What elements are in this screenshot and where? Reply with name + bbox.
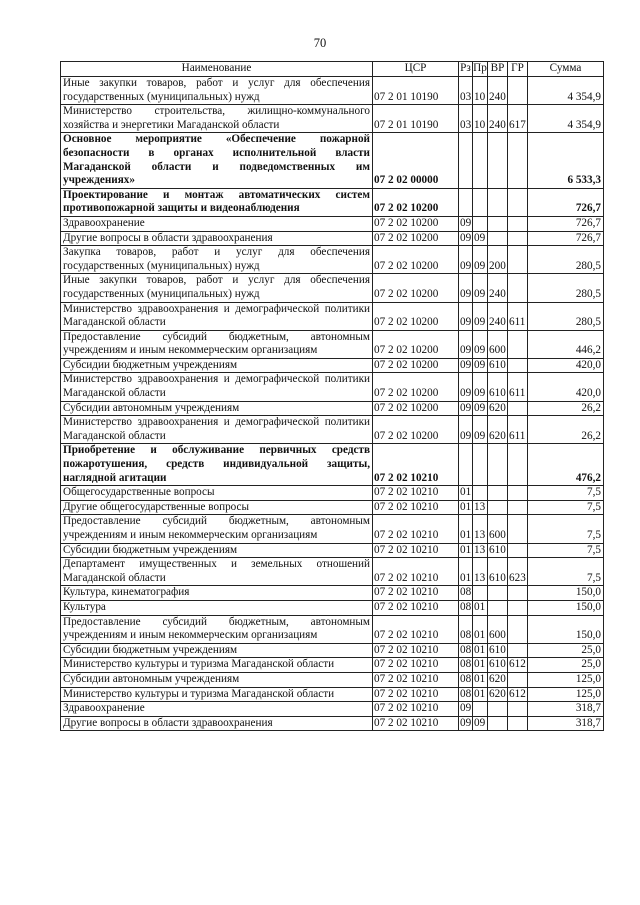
cell-name: Министерство строительства, жилищно-коммунального хозяйства и энергетики Магаданской области xyxy=(61,105,373,133)
cell-rz: 01 xyxy=(459,558,473,586)
cell-csr: 07 2 02 00000 xyxy=(373,133,459,188)
cell-sum: 125,0 xyxy=(528,672,604,687)
cell-vr: 620 xyxy=(488,687,508,702)
cell-csr: 07 2 02 10200 xyxy=(373,416,459,444)
cell-rz: 08 xyxy=(459,600,473,615)
cell-csr: 07 2 02 10200 xyxy=(373,216,459,231)
cell-csr: 07 2 02 10200 xyxy=(373,188,459,216)
cell-gr xyxy=(508,216,528,231)
cell-vr: 610 xyxy=(488,358,508,373)
table-row xyxy=(61,330,604,358)
cell-name: Культура, кинематография xyxy=(61,586,373,601)
table-row xyxy=(61,416,604,444)
cell-gr xyxy=(508,77,528,105)
cell-vr: 610 xyxy=(488,543,508,558)
cell-pr: 09 xyxy=(473,416,488,444)
table-row xyxy=(61,188,604,216)
cell-csr: 07 2 02 10200 xyxy=(373,274,459,302)
cell-sum: 726,7 xyxy=(528,231,604,246)
cell-csr: 07 2 02 10210 xyxy=(373,486,459,501)
cell-pr: 13 xyxy=(473,558,488,586)
cell-rz: 08 xyxy=(459,643,473,658)
cell-gr xyxy=(508,486,528,501)
cell-pr: 09 xyxy=(473,373,488,401)
table-row xyxy=(61,500,604,515)
cell-csr: 07 2 02 10210 xyxy=(373,687,459,702)
cell-vr: 620 xyxy=(488,401,508,416)
cell-sum: 420,0 xyxy=(528,373,604,401)
cell-csr: 07 2 02 10210 xyxy=(373,615,459,643)
table-row xyxy=(61,373,604,401)
table-row xyxy=(61,615,604,643)
cell-name: Закупка товаров, работ и услуг для обеспечения государственных (муниципальных) нужд xyxy=(61,246,373,274)
cell-csr: 07 2 02 10210 xyxy=(373,716,459,731)
cell-vr: 200 xyxy=(488,246,508,274)
cell-csr: 07 2 02 10200 xyxy=(373,358,459,373)
cell-rz: 08 xyxy=(459,687,473,702)
cell-csr: 07 2 02 10210 xyxy=(373,658,459,673)
cell-csr: 07 2 01 10190 xyxy=(373,77,459,105)
cell-pr: 01 xyxy=(473,600,488,615)
header-pr: Пр xyxy=(473,62,488,77)
table-row xyxy=(61,543,604,558)
cell-csr: 07 2 02 10210 xyxy=(373,586,459,601)
table-row xyxy=(61,600,604,615)
page-number: 70 xyxy=(313,36,327,50)
cell-name: Другие вопросы в области здравоохранения xyxy=(61,231,373,246)
cell-sum: 4 354,9 xyxy=(528,105,604,133)
cell-sum: 26,2 xyxy=(528,401,604,416)
table-row xyxy=(61,274,604,302)
cell-vr: 620 xyxy=(488,416,508,444)
cell-name: Предоставление субсидий бюджетным, автономным учреждениям и иным некоммерческим организациям xyxy=(61,515,373,543)
cell-csr: 07 2 02 10210 xyxy=(373,500,459,515)
cell-vr xyxy=(488,231,508,246)
cell-sum: 280,5 xyxy=(528,302,604,330)
cell-gr xyxy=(508,702,528,717)
cell-sum: 420,0 xyxy=(528,358,604,373)
table-row xyxy=(61,246,604,274)
cell-rz: 09 xyxy=(459,246,473,274)
cell-gr xyxy=(508,188,528,216)
cell-sum: 318,7 xyxy=(528,702,604,717)
cell-sum: 150,0 xyxy=(528,600,604,615)
cell-pr: 09 xyxy=(473,330,488,358)
cell-name: Министерство здравоохранения и демографической политики Магаданской области xyxy=(61,373,373,401)
cell-csr: 07 2 01 10190 xyxy=(373,105,459,133)
cell-sum: 150,0 xyxy=(528,615,604,643)
cell-pr: 09 xyxy=(473,246,488,274)
cell-vr xyxy=(488,486,508,501)
table-row xyxy=(61,358,604,373)
cell-pr: 10 xyxy=(473,105,488,133)
table-row xyxy=(61,515,604,543)
cell-name: Предоставление субсидий бюджетным, автономным учреждениям и иным некоммерческим организациям xyxy=(61,330,373,358)
cell-gr xyxy=(508,500,528,515)
cell-pr: 09 xyxy=(473,274,488,302)
cell-name: Здравоохранение xyxy=(61,216,373,231)
cell-sum: 26,2 xyxy=(528,416,604,444)
cell-gr xyxy=(508,643,528,658)
table-row xyxy=(61,643,604,658)
cell-sum: 7,5 xyxy=(528,558,604,586)
cell-name: Субсидии бюджетным учреждениям xyxy=(61,543,373,558)
cell-pr: 01 xyxy=(473,687,488,702)
header-name: Наименование xyxy=(61,62,373,77)
cell-pr: 09 xyxy=(473,358,488,373)
table-header-row xyxy=(61,62,604,77)
cell-pr: 09 xyxy=(473,302,488,330)
cell-rz: 09 xyxy=(459,274,473,302)
cell-rz: 08 xyxy=(459,658,473,673)
cell-name: Министерство здравоохранения и демографической политики Магаданской области xyxy=(61,302,373,330)
cell-name: Иные закупки товаров, работ и услуг для обеспечения государственных (муниципальных) нужд xyxy=(61,77,373,105)
header-rz: Рз xyxy=(459,62,473,77)
cell-gr xyxy=(508,133,528,188)
cell-rz xyxy=(459,133,473,188)
table-row xyxy=(61,716,604,731)
cell-csr: 07 2 02 10210 xyxy=(373,643,459,658)
cell-vr: 610 xyxy=(488,373,508,401)
cell-rz: 09 xyxy=(459,716,473,731)
cell-vr xyxy=(488,133,508,188)
cell-pr xyxy=(473,702,488,717)
cell-gr: 612 xyxy=(508,658,528,673)
cell-vr xyxy=(488,188,508,216)
cell-vr xyxy=(488,586,508,601)
cell-sum: 476,2 xyxy=(528,444,604,486)
table-row xyxy=(61,444,604,486)
cell-name: Основное мероприятие «Обеспечение пожарной безопасности в органах исполнительной власти Магаданской области и подведомственных им учреждениях» xyxy=(61,133,373,188)
cell-csr: 07 2 02 10210 xyxy=(373,672,459,687)
cell-name: Проектирование и монтаж автоматических систем противопожарной защиты и видеонаблюдения xyxy=(61,188,373,216)
table-row xyxy=(61,105,604,133)
cell-rz: 09 xyxy=(459,358,473,373)
cell-gr xyxy=(508,358,528,373)
cell-csr: 07 2 02 10210 xyxy=(373,702,459,717)
cell-rz: 09 xyxy=(459,702,473,717)
cell-pr: 13 xyxy=(473,515,488,543)
cell-vr xyxy=(488,716,508,731)
cell-pr: 01 xyxy=(473,615,488,643)
cell-gr xyxy=(508,515,528,543)
cell-sum: 4 354,9 xyxy=(528,77,604,105)
cell-vr: 610 xyxy=(488,658,508,673)
cell-sum: 25,0 xyxy=(528,658,604,673)
cell-pr xyxy=(473,586,488,601)
cell-vr xyxy=(488,500,508,515)
cell-csr: 07 2 02 10210 xyxy=(373,558,459,586)
table-row xyxy=(61,216,604,231)
cell-rz: 09 xyxy=(459,416,473,444)
cell-csr: 07 2 02 10200 xyxy=(373,373,459,401)
cell-name: Министерство здравоохранения и демографической политики Магаданской области xyxy=(61,416,373,444)
cell-sum: 726,7 xyxy=(528,216,604,231)
cell-csr: 07 2 02 10200 xyxy=(373,231,459,246)
cell-pr: 01 xyxy=(473,658,488,673)
cell-sum: 7,5 xyxy=(528,515,604,543)
cell-rz: 03 xyxy=(459,105,473,133)
cell-rz: 01 xyxy=(459,543,473,558)
cell-name: Другие вопросы в области здравоохранения xyxy=(61,716,373,731)
table-row xyxy=(61,486,604,501)
cell-sum: 280,5 xyxy=(528,246,604,274)
cell-rz: 09 xyxy=(459,231,473,246)
cell-vr: 610 xyxy=(488,643,508,658)
cell-pr: 01 xyxy=(473,643,488,658)
cell-vr: 610 xyxy=(488,558,508,586)
table-row xyxy=(61,401,604,416)
cell-sum: 7,5 xyxy=(528,486,604,501)
cell-sum: 150,0 xyxy=(528,586,604,601)
cell-csr: 07 2 02 10200 xyxy=(373,330,459,358)
cell-rz: 09 xyxy=(459,216,473,231)
cell-pr: 01 xyxy=(473,672,488,687)
cell-name: Другие общегосударственные вопросы xyxy=(61,500,373,515)
cell-csr: 07 2 02 10200 xyxy=(373,246,459,274)
cell-vr: 600 xyxy=(488,515,508,543)
cell-csr: 07 2 02 10210 xyxy=(373,543,459,558)
cell-sum: 280,5 xyxy=(528,274,604,302)
table-row xyxy=(61,558,604,586)
cell-vr xyxy=(488,216,508,231)
cell-pr: 09 xyxy=(473,231,488,246)
cell-pr xyxy=(473,486,488,501)
cell-sum: 7,5 xyxy=(528,500,604,515)
cell-name: Субсидии бюджетным учреждениям xyxy=(61,643,373,658)
cell-rz: 01 xyxy=(459,486,473,501)
cell-gr xyxy=(508,586,528,601)
budget-table xyxy=(60,61,604,731)
cell-rz: 08 xyxy=(459,672,473,687)
cell-name: Субсидии бюджетным учреждениям xyxy=(61,358,373,373)
table-row xyxy=(61,658,604,673)
cell-pr xyxy=(473,188,488,216)
cell-gr xyxy=(508,672,528,687)
cell-name: Предоставление субсидий бюджетным, автономным учреждениям и иным некоммерческим организациям xyxy=(61,615,373,643)
cell-sum: 6 533,3 xyxy=(528,133,604,188)
cell-vr: 620 xyxy=(488,672,508,687)
cell-gr xyxy=(508,274,528,302)
cell-sum: 7,5 xyxy=(528,543,604,558)
cell-vr: 600 xyxy=(488,615,508,643)
cell-csr: 07 2 02 10200 xyxy=(373,302,459,330)
cell-csr: 07 2 02 10210 xyxy=(373,515,459,543)
cell-name: Министерство культуры и туризма Магаданской области xyxy=(61,658,373,673)
cell-name: Субсидии автономным учреждениям xyxy=(61,672,373,687)
cell-pr: 09 xyxy=(473,401,488,416)
cell-vr xyxy=(488,600,508,615)
cell-rz: 08 xyxy=(459,586,473,601)
table-row xyxy=(61,672,604,687)
cell-gr xyxy=(508,600,528,615)
cell-name: Здравоохранение xyxy=(61,702,373,717)
header-vr: ВР xyxy=(488,62,508,77)
cell-vr: 600 xyxy=(488,330,508,358)
cell-pr xyxy=(473,133,488,188)
table-row xyxy=(61,586,604,601)
cell-sum: 125,0 xyxy=(528,687,604,702)
table-row xyxy=(61,133,604,188)
cell-gr: 612 xyxy=(508,687,528,702)
cell-rz: 01 xyxy=(459,515,473,543)
cell-name: Департамент имущественных и земельных отношений Магаданской области xyxy=(61,558,373,586)
header-gr: ГР xyxy=(508,62,528,77)
cell-pr: 13 xyxy=(473,500,488,515)
cell-pr: 09 xyxy=(473,716,488,731)
cell-rz: 08 xyxy=(459,615,473,643)
cell-pr: 13 xyxy=(473,543,488,558)
cell-vr: 240 xyxy=(488,302,508,330)
cell-sum: 726,7 xyxy=(528,188,604,216)
table-row xyxy=(61,687,604,702)
cell-vr xyxy=(488,702,508,717)
cell-name: Иные закупки товаров, работ и услуг для обеспечения государственных (муниципальных) нужд xyxy=(61,274,373,302)
cell-gr xyxy=(508,716,528,731)
cell-vr: 240 xyxy=(488,77,508,105)
cell-name: Министерство культуры и туризма Магаданской области xyxy=(61,687,373,702)
cell-gr: 611 xyxy=(508,416,528,444)
cell-vr xyxy=(488,444,508,486)
cell-rz: 09 xyxy=(459,373,473,401)
cell-name: Субсидии автономным учреждениям xyxy=(61,401,373,416)
cell-gr xyxy=(508,246,528,274)
cell-rz: 09 xyxy=(459,401,473,416)
cell-name: Общегосударственные вопросы xyxy=(61,486,373,501)
cell-gr: 611 xyxy=(508,302,528,330)
cell-rz: 09 xyxy=(459,302,473,330)
cell-name: Приобретение и обслуживание первичных средств пожаротушения, средств индивидуальной защиты, наглядной агитации xyxy=(61,444,373,486)
cell-rz xyxy=(459,444,473,486)
table-row xyxy=(61,231,604,246)
table-row xyxy=(61,302,604,330)
cell-gr xyxy=(508,231,528,246)
cell-rz xyxy=(459,188,473,216)
cell-rz: 01 xyxy=(459,500,473,515)
table-row xyxy=(61,77,604,105)
table-row xyxy=(61,702,604,717)
cell-vr: 240 xyxy=(488,274,508,302)
header-csr: ЦСР xyxy=(373,62,459,77)
cell-csr: 07 2 02 10210 xyxy=(373,600,459,615)
cell-pr xyxy=(473,444,488,486)
cell-gr xyxy=(508,444,528,486)
cell-pr xyxy=(473,216,488,231)
cell-rz: 03 xyxy=(459,77,473,105)
cell-sum: 25,0 xyxy=(528,643,604,658)
cell-sum: 446,2 xyxy=(528,330,604,358)
cell-gr xyxy=(508,330,528,358)
cell-vr: 240 xyxy=(488,105,508,133)
cell-gr xyxy=(508,543,528,558)
header-sum: Сумма xyxy=(528,62,604,77)
cell-csr: 07 2 02 10210 xyxy=(373,444,459,486)
cell-csr: 07 2 02 10200 xyxy=(373,401,459,416)
cell-gr xyxy=(508,615,528,643)
cell-gr: 611 xyxy=(508,373,528,401)
cell-gr: 623 xyxy=(508,558,528,586)
cell-sum: 318,7 xyxy=(528,716,604,731)
cell-name: Культура xyxy=(61,600,373,615)
cell-pr: 10 xyxy=(473,77,488,105)
cell-rz: 09 xyxy=(459,330,473,358)
cell-gr xyxy=(508,401,528,416)
cell-gr: 617 xyxy=(508,105,528,133)
